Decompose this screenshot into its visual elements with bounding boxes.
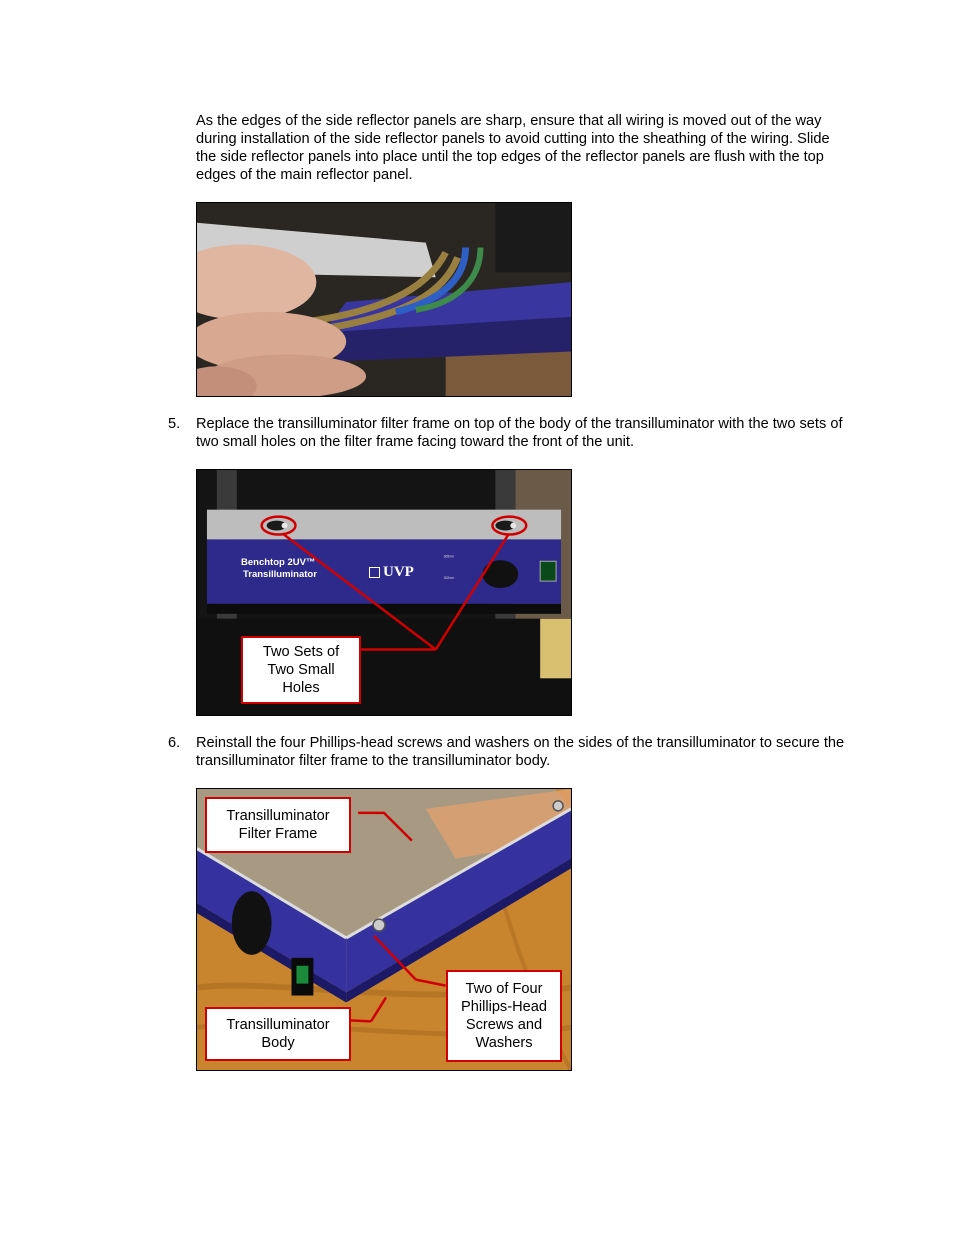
callout-two-sets-of-holes: Two Sets of Two Small Holes [241, 636, 361, 704]
intro-paragraph: As the edges of the side reflector panels are sharp, ensure that all wiring is moved out of the way during installation of the side reflector panels to avoid cutting into the sheathing of the wiring. Slide the side reflector panels into place until the top edges of the reflector panels are flush with the top edges of the main reflector panel. [196, 113, 830, 183]
photo-screws-and-washers [196, 788, 572, 1071]
step-text: Reinstall the four Phillips-head screws and washers on the sides of the transilluminator to secure the transilluminator filter frame to the transilluminator body. [196, 735, 845, 769]
svg-text:365nm: 365nm [443, 554, 454, 559]
svg-text:302nm: 302nm [443, 576, 454, 581]
device-label-line1: Benchtop 2UV™ [241, 557, 316, 568]
step-number: 5. [168, 416, 181, 432]
device-label-line2: Transilluminator [243, 569, 317, 580]
uvp-logo-icon [369, 567, 380, 578]
callout-screws-and-washers: Two of Four Phillips-Head Screws and Washers [446, 970, 562, 1062]
photo-side-reflector-installation [196, 202, 572, 397]
photo-filter-frame-front [196, 469, 572, 716]
step-number: 6. [168, 735, 181, 751]
step-text: Replace the transilluminator filter frame on top of the body of the transilluminator with the two sets of two small holes on the filter frame facing toward the front of the unit. [196, 416, 843, 450]
brand-name: UVP [383, 564, 414, 580]
uvp-logo [369, 564, 414, 581]
reflector-photo-illustration [197, 203, 571, 396]
device-model-label [241, 557, 317, 581]
callout-filter-frame: Transilluminator Filter Frame [205, 797, 351, 853]
callout-transilluminator-body: Transilluminator Body [205, 1007, 351, 1061]
